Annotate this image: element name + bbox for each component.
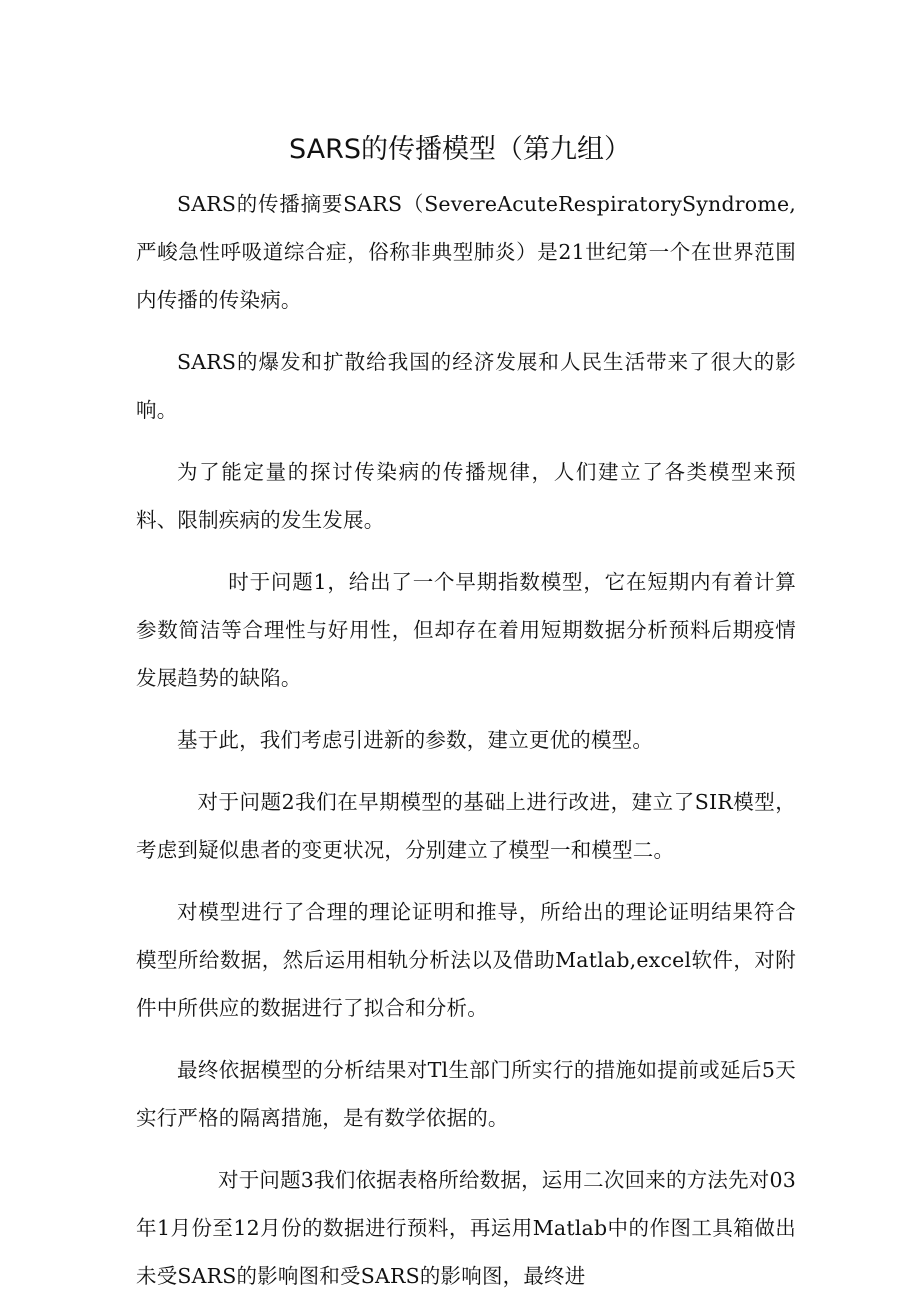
paragraph-proof: 对模型进行了合理的理论证明和推导，所给出的理论证明结果符合模型所给数据，然后运用相轨分析法以及借助Matlab,excel软件，对附件中所供应的数据进行了拟合和分析。 <box>136 900 796 1020</box>
paragraph-abstract: SARS的传播摘要SARS（SevereAcuteRespiratorySyndrome,严峻急性呼吸道综合症，俗称非典型肺炎）是21世纪第一个在世界范围内传播的传染病。 <box>136 192 796 312</box>
document-title: SARS的传播模型（第九组） <box>288 134 631 166</box>
paragraph-problem-3: 对于问题3我们依据表格所给数据，运用二次回来的方法先对03年1月份至12月份的数据进行预料，再运用Matlab中的作图工具箱做出未受SARS的影响图和受SARS的影响图，最终进 <box>136 1168 796 1288</box>
document-body <box>136 180 796 1314</box>
paragraph-purpose: 为了能定量的探讨传染病的传播规律，人们建立了各类模型来预料、限制疾病的发生发展。 <box>136 460 796 532</box>
paragraph-new-parameters: 基于此，我们考虑引进新的参数，建立更优的模型。 <box>177 728 654 752</box>
paragraph-impact: SARS的爆发和扩散给我国的经济发展和人民生活带来了很大的影响。 <box>136 350 796 422</box>
paragraph-conclusion: 最终依据模型的分析结果对Tl生部门所实行的措施如提前或延后5天实行严格的隔离措施，是有数学依据的。 <box>136 1058 796 1130</box>
paragraph-problem-2: 对于问题2我们在早期模型的基础上进行改进，建立了SIR模型，考虑到疑似患者的变更状况，分别建立了模型一和模型二。 <box>136 790 796 862</box>
paragraph-problem-1: 时于问题1，给出了一个早期指数模型，它在短期内有着计算参数简洁等合理性与好用性，但却存在着用短期数据分析预料后期疫情发展趋势的缺陷。 <box>136 570 796 690</box>
